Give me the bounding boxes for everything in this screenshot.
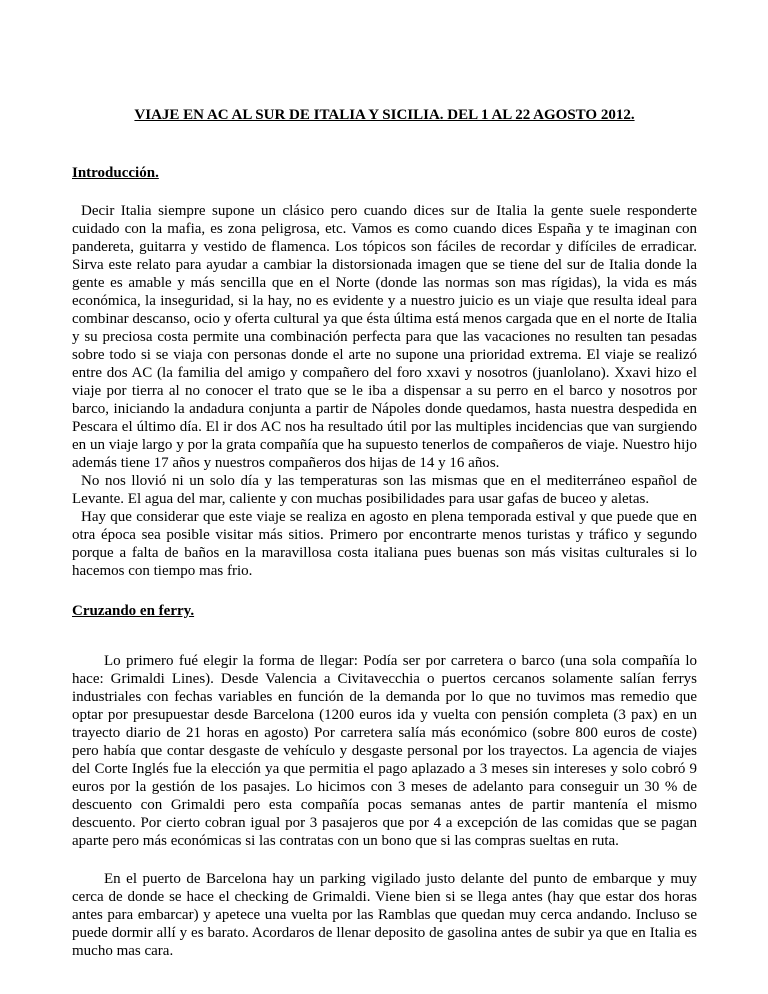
section-cruzando-en-ferry xyxy=(72,602,697,960)
paragraph-intro-2: No nos llovió ni un solo día y las temperaturas son las mismas que en el mediterráneo español de Levante. El agua del mar, caliente y con muchas posibilidades para usar gafas de buceo y aletas. xyxy=(72,473,697,507)
paragraph-ferry-2: En el puerto de Barcelona hay un parking vigilado justo delante del punto de embarque y muy cerca de donde se hace el checking de Grimaldi. Viene bien si se llega antes (hay que estar dos horas antes para embarcar) y apetece una vuelta por las Ramblas que quedan muy cerca andando. Incluso se puede dormir allí y es barato. Acordaros de llenar deposito de gasolina antes de subir ya que en Italia es mucho mas cara. xyxy=(72,871,697,959)
section-heading-introduccion: Introducción. xyxy=(72,165,159,181)
paragraph-intro-1: Decir Italia siempre supone un clásico pero cuando dices sur de Italia la gente suele responderte cuidado con la mafia, es zona peligrosa, etc. Vamos es como cuando dices España y te imaginan con pandereta, guitarra y vestido de flamenca. Los tópicos son fáciles de recordar y difíciles de erradicar. Sirva este relato para ayudar a cambiar la distorsionada imagen que se tiene del sur de Italia donde la gente es amable y más sencilla que en el Norte (donde las normas son mas rígidas), la vida es más económica, la inseguridad, si la hay, no es evidente y a nuestro juicio es un viaje que resulta ideal para combinar descanso, ocio y oferta cultural ya que ésta última está menos cargada que en el norte de Italia y su preciosa costa permite una combinación perfecta para que las vacaciones no resulten tan pesadas sobre todo si se viaja con personas donde el arte no supone una prioridad extrema. El viaje se realizó entre dos AC (la familia del amigo y compañero del foro xxavi y nosotros (juanlolano). Xxavi hizo el viaje por tierra al no conocer el trato que se le iba a dispensar a su perro en el barco y nosotros por barco, iniciando la andadura conjunta a partir de Nápoles donde quedamos, hasta nuestra despedida en Pescara el último día. El ir dos AC nos ha resultado útil por las multiples incidencias que van surgiendo en un viaje largo y por la grata compañía que ha supuesto tenerlos de compañeros de viaje. Nuestro hijo además tiene 17 años y nuestros compañeros dos hijas de 14 y 16 años. xyxy=(72,203,697,471)
section-heading-cruzando-en-ferry: Cruzando en ferry. xyxy=(72,603,195,619)
paragraph-ferry-1: Lo primero fué elegir la forma de llegar: Podía ser por carretera o barco (una sola compañía lo hace: Grimaldi Lines). Desde Valencia a Civitavecchia o puertos cercanos solamente salían ferrys industriales con fechas variables en función de la demanda por lo que no tuvimos mas remedio que optar por presupuestar desde Barcelona (1200 euros ida y vuelta con pensión completa (3 pax) en un trayecto diario de 21 horas en agosto) Por carretera salía más económico (sobre 800 euros de coste) pero había que contar desgaste de vehículo y desgaste personal por los trayectos. La agencia de viajes del Corte Inglés fue la elección ya que permitia el pago aplazado a 3 meses sin intereses y solo cobró 9 euros por la gestión de los pasajes. Lo hicimos con 3 meses de adelanto para conseguir un 30 % de descuento con Grimaldi pero esta compañía pocas semanas antes de partir mantenía el mismo descuento. Por cierto cobran igual por 3 pasajeros que por 4 a excepción de las comidas que se pagan aparte pero más económicas si las contratas con un bono que si las compras sueltas en ruta. xyxy=(72,653,697,849)
paragraph-intro-3: Hay que considerar que este viaje se realiza en agosto en plena temporada estival y que puede que en otra época sea posible visitar más sitios. Primero por encontrarte menos turistas y tráfico y segundo porque a falta de baños en la maravillosa costa italiana pues buenas son más visitas culturales si lo hacemos con tiempo mas frio. xyxy=(72,509,697,579)
document-title: VIAJE EN AC AL SUR DE ITALIA Y SICILIA. DEL 1 AL 22 AGOSTO 2012. xyxy=(134,107,635,123)
section-introduccion xyxy=(72,164,697,580)
